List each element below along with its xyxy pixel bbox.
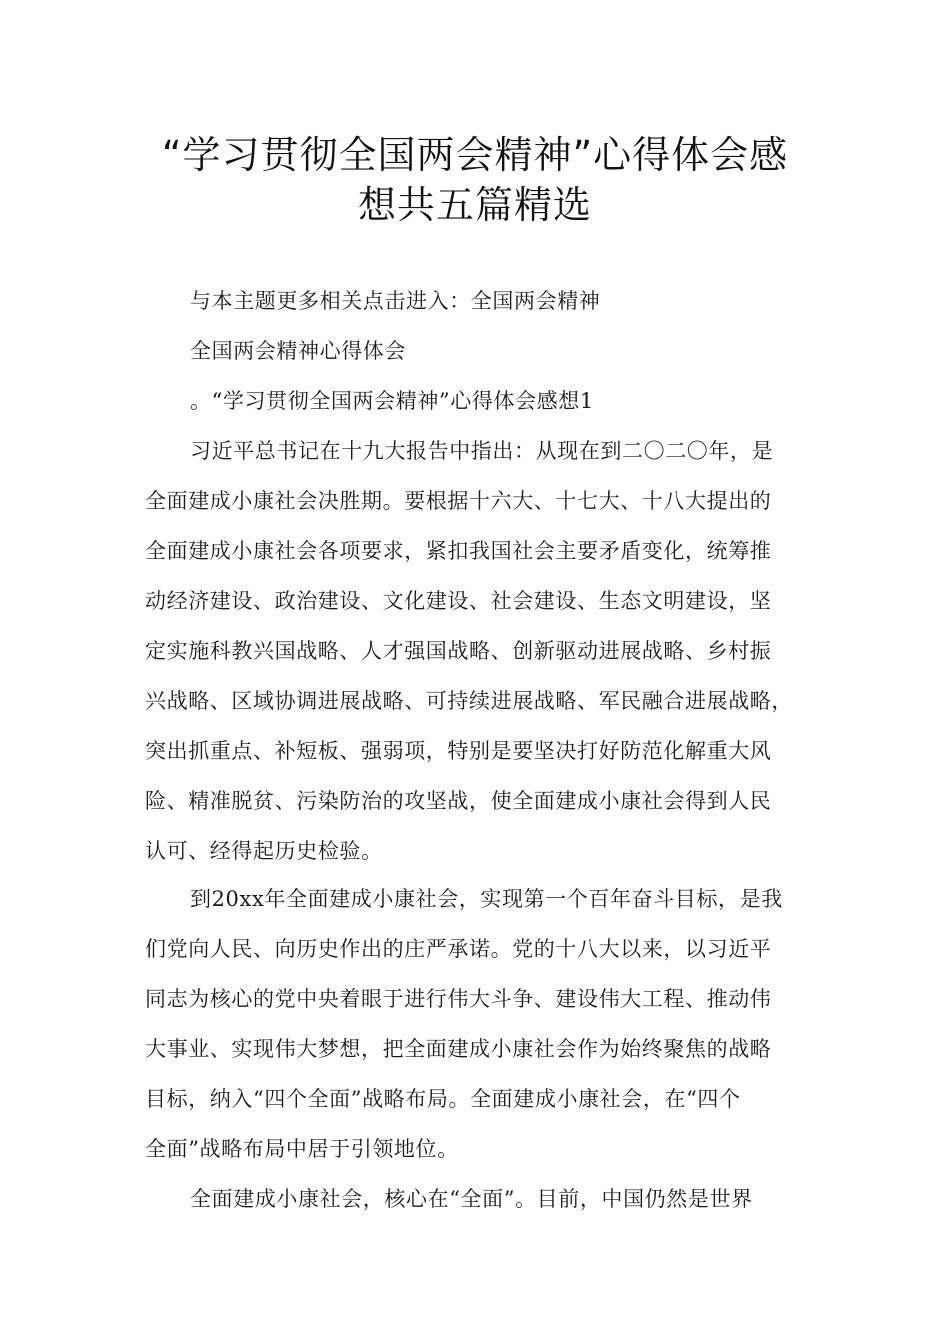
- body-line: 们党向人民、向历史作出的庄严承诺。党的十八大以来，以习近平: [145, 937, 772, 961]
- body-line: 险、精准脱贫、污染防治的攻坚战，使全面建成小康社会得到人民: [145, 789, 772, 813]
- body-line: 目标，纳入“四个全面”战略布局。全面建成小康社会，在“四个: [145, 1087, 741, 1111]
- body-line: 到20xx年全面建成小康社会，实现第一个百年奋斗目标，是我: [190, 887, 783, 911]
- body-line: 兴战略、区域协调进展战略、可持续进展战略、军民融合进展战略，: [145, 689, 793, 713]
- body-line: 突出抓重点、补短板、强弱项，特别是要坚决打好防范化解重大风: [145, 739, 772, 763]
- article-heading: 。“学习贯彻全国两会精神”心得体会感想1: [190, 389, 594, 413]
- body-line: 动经济建设、政治建设、文化建设、社会建设、生态文明建设，坚: [145, 589, 772, 613]
- document-title-line-2: 想共五篇精选: [357, 183, 592, 227]
- body-line: 定实施科教兴国战略、人才强国战略、创新驱动进展战略、乡村振: [145, 639, 772, 663]
- body-line: 全面建成小康社会各项要求，紧扣我国社会主要矛盾变化，统筹推: [145, 539, 772, 563]
- body-line: 同志为核心的党中央着眼于进行伟大斗争、建设伟大工程、推动伟: [145, 987, 772, 1011]
- body-line: 全面建成小康社会，核心在“全面”。目前，中国仍然是世界: [190, 1187, 753, 1211]
- body-line: 大事业、实现伟大梦想，把全面建成小康社会作为始终聚焦的战略: [145, 1037, 772, 1061]
- body-line: 全面”战略布局中居于引领地位。: [145, 1137, 459, 1161]
- body-line: 全面建成小康社会决胜期。要根据十六大、十七大、十八大提出的: [145, 489, 772, 513]
- body-line: 认可、经得起历史检验。: [145, 839, 383, 863]
- document-title-line-1: “学习贯彻全国两会精神”心得体会感: [161, 133, 789, 177]
- body-line: 习近平总书记在十九大报告中指出：从现在到二〇二〇年，是: [190, 439, 774, 463]
- related-topic-link[interactable]: 与本主题更多相关点击进入：全国两会精神: [190, 289, 601, 313]
- section-heading: 全国两会精神心得体会: [190, 339, 406, 363]
